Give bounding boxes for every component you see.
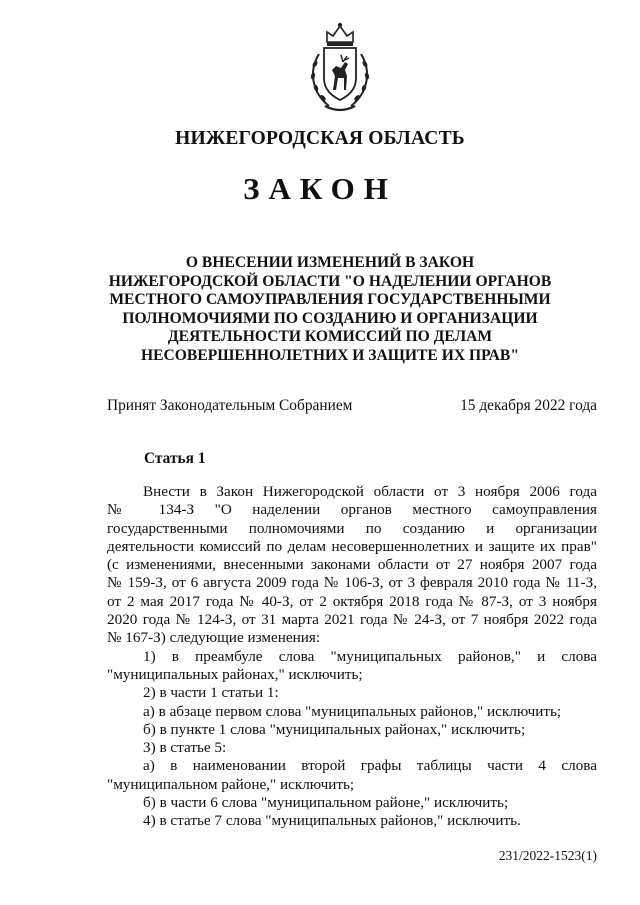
body-line: 2020 года № 124-З, от 31 марта 2021 года № 24-З, от 7 ноября 2022 года — [107, 611, 597, 629]
body-line: а) в наименовании второй графы таблицы части 4 слова — [143, 757, 597, 775]
article-heading: Статья 1 — [144, 450, 206, 467]
document-number: 231/2022-1523(1) — [498, 848, 597, 863]
body-line: 2) в части 1 статьи 1: — [143, 684, 279, 702]
body-line: № 167-З) следующие изменения: — [107, 629, 321, 647]
body-line: Внести в Закон Нижегородской области от 3 ноября 2006 года — [143, 483, 597, 500]
law-title-line: НИЖЕГОРОДСКОЙ ОБЛАСТИ "О НАДЕЛЕНИИ ОРГАНОВ — [108, 272, 552, 290]
body-line: 4) в статье 7 слова "муниципальных районов," исключить. — [143, 812, 521, 830]
body-line: государственными полномочиями по созданию и организации — [107, 519, 597, 537]
body-line: 3) в статье 5: — [143, 739, 227, 757]
body-line: б) в пункте 1 слова "муниципальных районах," исключить; — [143, 720, 526, 738]
body-line: деятельности комиссий по делам несовершеннолетних и защите их прав" — [107, 537, 597, 555]
body-line: "муниципальных районах," исключить; — [107, 665, 363, 683]
adoption-label: Принят Законодательным Собранием — [107, 397, 353, 414]
adoption-line — [107, 397, 597, 415]
body-line: 1) в преамбуле слова "муниципальных районов," и слова — [143, 647, 597, 665]
body-line: № 134-З "О наделении органов местного самоуправления — [107, 501, 597, 519]
body-line: № 159-З, от 6 августа 2009 года № 106-З, от 3 февраля 2010 года № 11-З, — [107, 574, 597, 592]
law-title-line: МЕСТНОГО САМОУПРАВЛЕНИЯ ГОСУДАРСТВЕННЫМИ — [109, 291, 551, 309]
nizhny-novgorod-coat-of-arms-icon — [305, 20, 375, 116]
law-title — [95, 254, 565, 366]
body-line: (с изменениями, внесенными законами области от 27 ноября 2007 года — [107, 556, 597, 574]
adoption-date: 15 декабря 2022 года — [460, 397, 597, 414]
body-line: от 2 мая 2017 года № 40-З, от 2 октября 2018 года № 87-З, от 3 ноября — [107, 592, 597, 610]
law-title-line: ПОЛНОМОЧИЯМИ ПО СОЗДАНИЮ И ОРГАНИЗАЦИИ — [122, 309, 538, 327]
body-line: а) в абзаце первом слова "муниципальных районов," исключить; — [143, 702, 562, 720]
article-body — [107, 483, 597, 831]
document-type: ЗАКОН — [243, 171, 397, 206]
body-line: "муниципальном районе," исключить; — [107, 775, 355, 793]
region-heading: НИЖЕГОРОДСКАЯ ОБЛАСТЬ — [175, 128, 465, 149]
body-line: б) в части 6 слова "муниципальном районе," исключить; — [143, 794, 509, 812]
law-title-line: ДЕЯТЕЛЬНОСТИ КОМИССИЙ ПО ДЕЛАМ — [167, 328, 493, 346]
law-title-line: О ВНЕСЕНИИ ИЗМЕНЕНИЙ В ЗАКОН — [185, 254, 475, 271]
law-title-line: НЕСОВЕРШЕННОЛЕТНИХ И ЗАЩИТЕ ИХ ПРАВ" — [141, 346, 519, 364]
